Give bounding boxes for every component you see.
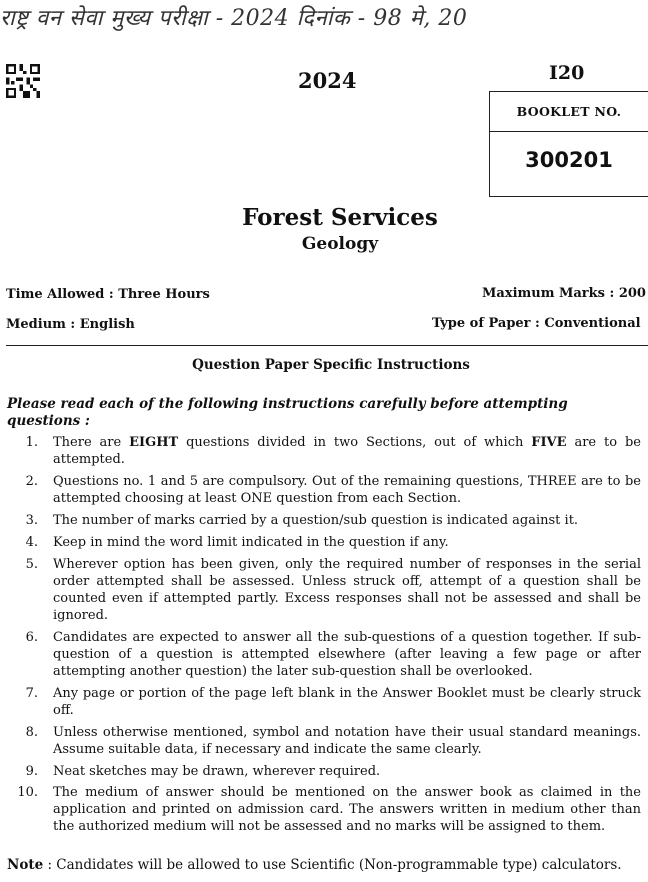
item-text: There are EIGHT questions divided in two Sections, out of which FIVE are to be attempted. xyxy=(53,435,641,467)
type-of-paper: Type of Paper : Conventional xyxy=(432,316,641,331)
booklet-number: 300201 xyxy=(525,148,613,172)
item-number: 7. xyxy=(25,686,38,701)
item-number: 8. xyxy=(25,725,38,740)
paper-code: I20 xyxy=(549,62,585,84)
item-text: Questions no. 1 and 5 are compulsory. Out of the remaining questions, THREE are to be attempted choosing at least ONE question from each Section. xyxy=(53,474,641,506)
paper-subject: Geology xyxy=(301,234,379,254)
divider xyxy=(6,345,648,346)
medium: Medium : English xyxy=(6,317,135,332)
time-allowed: Time Allowed : Three Hours xyxy=(6,287,210,302)
exam-year: 2024 xyxy=(298,68,357,93)
item-number: 4. xyxy=(25,535,38,550)
item-text: Unless otherwise mentioned, symbol and notation have their usual standard meanings. Assume suitable data, if necessary and indicate the same clearly. xyxy=(53,725,641,757)
calculator-note xyxy=(7,857,647,873)
booklet-number-box xyxy=(489,91,648,197)
paper-title: Forest Services xyxy=(242,204,438,231)
item-number: 9. xyxy=(25,764,38,779)
item-number: 5. xyxy=(25,557,38,572)
item-number: 6. xyxy=(25,630,38,645)
item-number: 3. xyxy=(25,513,38,528)
item-text: Keep in mind the word limit indicated in the question if any. xyxy=(53,535,449,550)
booklet-label: BOOKLET NO. xyxy=(490,92,648,132)
item-text: The number of marks carried by a question/sub question is indicated against it. xyxy=(53,513,579,528)
note-text: : Candidates will be allowed to use Scientific (Non-programmable type) calculators. xyxy=(43,857,622,873)
item-number: 1. xyxy=(25,435,38,450)
handwritten-exam-note: राष्ट्र वन सेवा मुख्य परीक्षा - 2024 दिनांक - 98 मे, 20 xyxy=(0,6,468,31)
item-number: 2. xyxy=(25,474,38,489)
instructions-heading: Question Paper Specific Instructions xyxy=(192,357,470,373)
item-text: Wherever option has been given, only the required number of responses in the serial order attempted shall be assessed. Unless struck off, attempt of a question shall be counted even if attempted partly. Excess responses shall not be assessed and shall be ignored. xyxy=(53,557,641,623)
item-text: Candidates are expected to answer all the sub-questions of a question together. If sub-question of a question is attempted elsewhere (after leaving a few page or after attempting another question) the later sub-question shall be overlooked. xyxy=(53,630,641,679)
qr-code-icon xyxy=(6,64,40,98)
item-text: Neat sketches may be drawn, wherever required. xyxy=(53,764,381,779)
maximum-marks: Maximum Marks : 200 xyxy=(482,286,646,301)
item-number: 10. xyxy=(17,785,38,800)
instructions-lead: Please read each of the following instructions carefully before attempting questions : xyxy=(7,396,568,429)
item-text: Any page or portion of the page left blank in the Answer Booklet must be clearly struck off. xyxy=(53,686,641,718)
item-text: The medium of answer should be mentioned on the answer book as claimed in the application and printed on admission card. The answers written in medium other than the authorized medium will not be assessed and no marks will be assigned to them. xyxy=(53,785,641,834)
note-label: Note xyxy=(7,857,44,873)
